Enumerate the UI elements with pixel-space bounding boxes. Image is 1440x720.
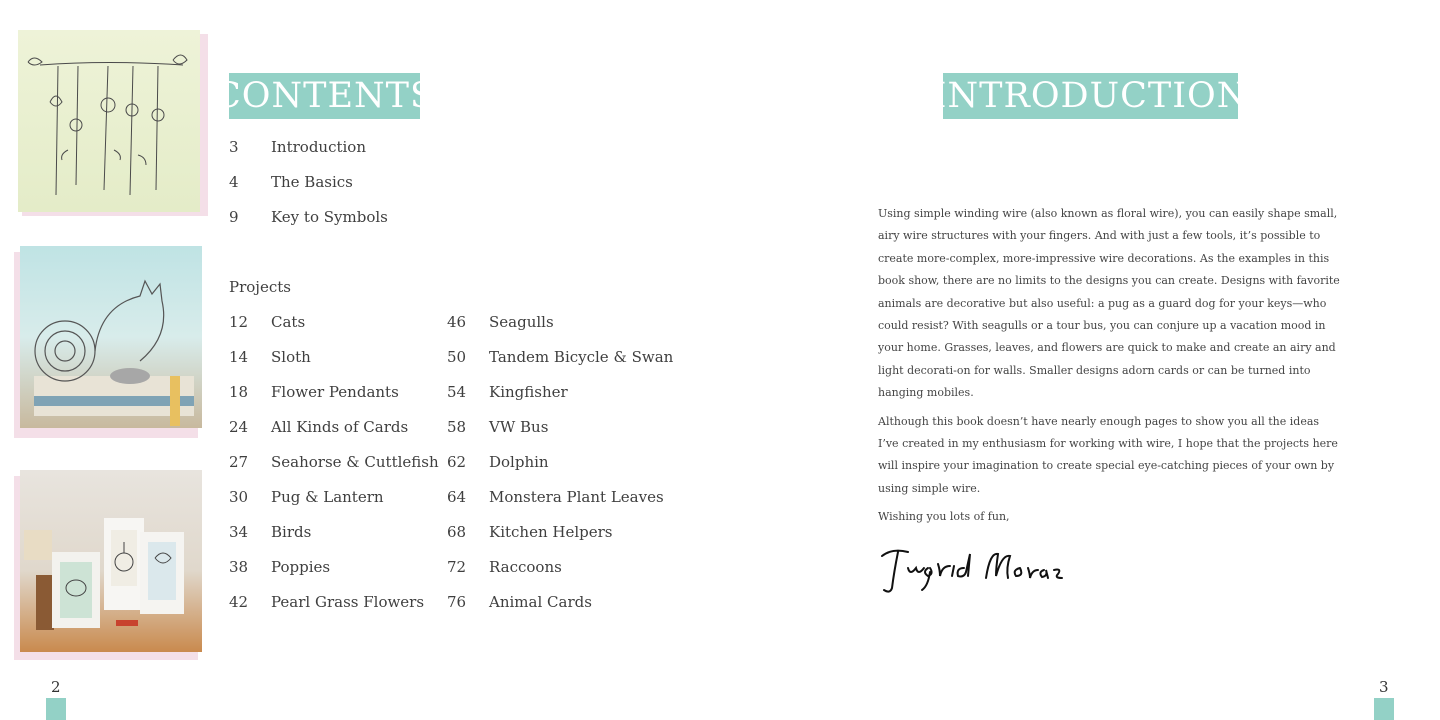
introduction-title <box>932 73 1249 119</box>
toc-title: The Basics <box>271 173 353 191</box>
toc-page-number: 9 <box>229 208 239 226</box>
project-page-number: 72 <box>447 558 467 576</box>
project-title: Animal Cards <box>489 593 592 611</box>
page-tab-left <box>46 698 66 720</box>
toc-page-number: 3 <box>229 138 239 156</box>
photo-wire-cat-notebook <box>14 246 204 438</box>
project-title: Kitchen Helpers <box>489 523 613 541</box>
project-page-number: 18 <box>229 383 249 401</box>
page-number-left: 2 <box>51 678 61 696</box>
project-title: All Kinds of Cards <box>271 418 409 436</box>
contents-title <box>214 73 435 119</box>
project-page-number: 46 <box>447 313 467 331</box>
intro-closing: Wishing you lots of fun, <box>878 510 1010 524</box>
project-title: Pearl Grass Flowers <box>271 593 425 611</box>
project-page-number: 58 <box>447 418 467 436</box>
project-title: Cats <box>271 313 306 331</box>
toc-page-number: 4 <box>229 173 239 191</box>
project-title: Flower Pendants <box>271 383 399 401</box>
introduction-body <box>878 203 1340 535</box>
intro-paragraph: Using simple winding wire (also known as floral wire), you can easily shape small, airy wire structures with your fingers. And with just a few tools, it’s possible to create more-complex, more-impressive wire decorations. As the examples in this book show, there are no limits to the designs you can create. Designs with favorite animals are decorative but also useful: a pug as a guard dog for your keys—who could resist? With seagulls or a tour bus, you can conjure up a vacation mood in your home. Grasses, leaves, and flowers are quick to make and create an airy and light decorati-on for walls. Smaller designs adorn cards or can be turned into hanging mobiles. <box>878 207 1340 400</box>
project-page-number: 62 <box>447 453 467 471</box>
toc-title: Introduction <box>271 138 366 156</box>
toc-title: Key to Symbols <box>271 208 388 226</box>
project-title: Sloth <box>271 348 311 366</box>
project-page-number: 64 <box>447 488 467 506</box>
intro-paragraph: Although this book doesn’t have nearly enough pages to show you all the ideas I’ve created in my enthusiasm for working with wire, I hope that the projects here will inspire your imagination to create special eye-catching pieces of your own by using simple wire. <box>878 414 1338 495</box>
contents-title-text: CONTENTS <box>214 76 435 116</box>
photo-wire-flowers <box>16 30 208 216</box>
project-title: VW Bus <box>489 418 549 436</box>
project-title: Tandem Bicycle & Swan <box>489 348 674 366</box>
project-page-number: 54 <box>447 383 467 401</box>
project-title: Dolphin <box>489 453 549 471</box>
project-title: Monstera Plant Leaves <box>489 488 664 506</box>
project-title: Seahorse & Cuttlefish <box>271 453 439 471</box>
project-title: Seagulls <box>489 313 554 331</box>
projects-label: Projects <box>229 278 291 296</box>
project-page-number: 38 <box>229 558 249 576</box>
project-title: Poppies <box>271 558 331 576</box>
project-title: Kingfisher <box>489 383 568 401</box>
author-signature <box>878 542 1078 596</box>
introduction-title-text: INTRODUCTION <box>932 76 1249 116</box>
project-title: Raccoons <box>489 558 562 576</box>
project-page-number: 50 <box>447 348 467 366</box>
project-page-number: 30 <box>229 488 249 506</box>
page-number-right: 3 <box>1379 678 1389 696</box>
page-tab-right <box>1374 698 1394 720</box>
project-title: Birds <box>271 523 312 541</box>
project-page-number: 27 <box>229 453 249 471</box>
project-page-number: 14 <box>229 348 249 366</box>
photo-wire-cards <box>14 470 204 660</box>
project-page-number: 68 <box>447 523 467 541</box>
project-page-number: 24 <box>229 418 249 436</box>
project-title: Pug & Lantern <box>271 488 384 506</box>
project-page-number: 34 <box>229 523 249 541</box>
project-page-number: 12 <box>229 313 249 331</box>
project-page-number: 76 <box>447 593 467 611</box>
project-page-number: 42 <box>229 593 249 611</box>
